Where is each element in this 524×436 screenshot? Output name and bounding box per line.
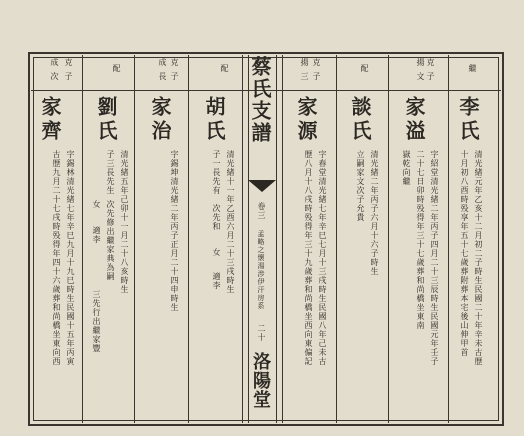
label-san: 三 — [300, 72, 309, 81]
person-record: 三先行出繼家豐 — [92, 290, 101, 353]
label-zi: 子 — [426, 72, 435, 81]
person-record: 字春堂清光緒七年辛巳七月十三戌時生民國八年己未古 — [318, 150, 327, 366]
person-name: 胡氏 — [202, 96, 226, 144]
person-record: 嶽乾向繼 — [402, 150, 411, 186]
column-rule — [282, 55, 283, 423]
label-zi: 子 — [312, 72, 321, 81]
section-label: 孟略之懷湯涉伊汗房系 — [257, 230, 265, 310]
person-record: 子三長先生 — [106, 150, 115, 195]
label-ke: 克 — [64, 58, 73, 67]
column-rule — [388, 55, 389, 423]
person-record: 歷八月十八戌時殁得年三十九歲葬和尚橋坐西向東偏記 — [304, 150, 313, 366]
person-record: 字紹堂清光緒二年丙子四月二十三辰時生民國元年壬子 — [430, 150, 439, 366]
person-name: 家源 — [294, 96, 318, 144]
label-pei: 配 — [220, 64, 229, 73]
label-ke: 克 — [170, 58, 179, 67]
person-record: 十月初八酉時殁享年五十七歲葬附葬本宅後山伸甲首 — [460, 150, 469, 357]
fishtail-mark — [248, 180, 276, 194]
column-rule — [134, 55, 135, 423]
label-cheng: 成 — [50, 58, 59, 67]
column-rule — [242, 55, 243, 423]
person-record: 適李 — [212, 272, 221, 290]
person-record: 女 — [92, 200, 101, 209]
person-record: 二十七日卯時殁得年三十七歲葬和尚橋坐東南 — [416, 150, 425, 330]
center-rule-right — [276, 55, 277, 423]
person-record: 清光緒十一年乙酉六月二十三戌時生 — [226, 150, 235, 294]
label-pei: 配 — [360, 64, 369, 73]
label-ke: 克 — [312, 58, 321, 67]
book-title: 蔡氏支譜 — [248, 56, 272, 144]
person-name: 家治 — [148, 96, 172, 144]
label-zi: 子 — [170, 72, 179, 81]
column-rule — [82, 55, 83, 423]
person-record: 立嗣家文次子允貴 — [356, 150, 365, 222]
person-name: 李氏 — [456, 96, 480, 144]
person-record: 字錫坤清光緒二年丙子正月二十四申時生 — [170, 150, 179, 312]
person-name: 家齊 — [38, 96, 62, 144]
person-record: 次先和 — [212, 204, 221, 231]
person-name: 家溢 — [402, 96, 426, 144]
person-name: 談氏 — [348, 96, 372, 144]
center-spine — [248, 52, 276, 426]
label-cheng: 成 — [158, 58, 167, 67]
label-zhang: 長 — [158, 72, 167, 81]
label-zi: 子 — [64, 72, 73, 81]
person-record: 女 — [212, 248, 221, 257]
label-ci: 次 — [50, 72, 59, 81]
volume-label: 卷三 — [257, 202, 266, 220]
column-rule — [188, 55, 189, 423]
label-yang: 揚 — [300, 58, 309, 67]
person-record: 清光緒五年己卯十一月二十八亥時生 — [120, 150, 129, 294]
label-ji: 繼 — [468, 64, 477, 73]
label-yang: 揚 — [416, 58, 425, 67]
person-record: 字錫林清光緒七年辛巳九月十九巳時生民國十五年丙寅 — [66, 150, 75, 366]
person-record: 適李 — [92, 226, 101, 244]
person-record: 清光緒元年乙亥十二月初二子時生民國二十年辛未古歷 — [474, 150, 483, 366]
person-name: 劉氏 — [94, 96, 118, 144]
person-record: 次先修出繼家典為嗣 — [106, 200, 115, 281]
person-record: 清光緒二年丙子六月十六子時生 — [370, 150, 379, 276]
label-wen: 文 — [416, 72, 425, 81]
person-record: 古歷九月二十七戌時殁得年四十六歲葬和尚橋坐東向西 — [52, 150, 61, 366]
page-number: 二十 — [257, 324, 266, 342]
column-rule — [336, 55, 337, 423]
hall-name: 洛陽堂 — [250, 352, 271, 409]
person-record: 子一長先有 — [212, 150, 221, 195]
column-rule — [448, 55, 449, 423]
label-pei: 配 — [112, 64, 121, 73]
label-ke: 克 — [426, 58, 435, 67]
